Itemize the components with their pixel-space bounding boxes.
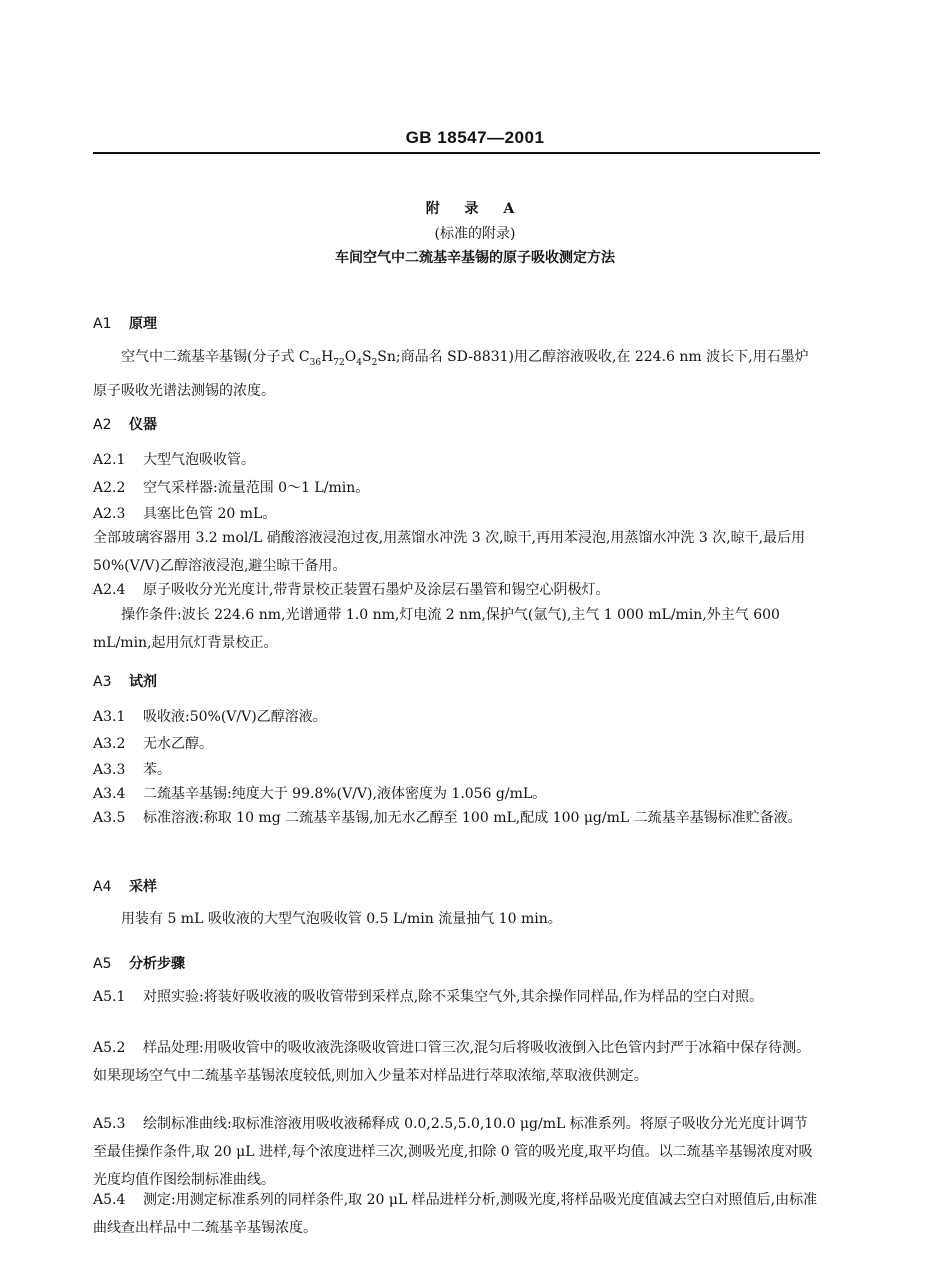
clause-a3-5: A3.5 标准溶液:称取 10 mg 二巯基辛基锡,加无水乙醇至 100 mL,配成 100 μg/mL 二巯基辛基锡标准贮备液。 [93,810,802,826]
clause-a2-4: A2.4 原子吸收分光光度计,带背景校正装置石墨炉及涂层石墨管和锡空心阴极灯。 [93,582,610,598]
section-heading-a1 [93,313,157,333]
section-title: 试剂 [129,674,157,690]
clause-a3-4: A3.4 二巯基辛基锡:纯度大于 99.8%(V/V),液体密度为 1.056 g/mL。 [93,786,547,802]
clause-a2-2: A2.2 空气采样器:流量范围 0～1 L/min。 [93,480,370,496]
section-heading-a3 [93,671,157,691]
section-title: 原理 [129,316,157,332]
section-number: A1 [93,316,112,332]
section-number: A2 [93,417,112,433]
clause-a5-1: A5.1 对照实验:将装好吸收液的吸收管带到采样点,除不采集空气外,其余操作同样品,作为样品的空白对照。 [93,989,764,1005]
section-title: 仪器 [129,417,157,433]
paragraph-operating-conditions: 操作条件:波长 224.6 nm,光谱通带 1.0 nm,灯电流 2 nm,保护气(氩气),主气 1 000 mL/min,外主气 600 mL/min,起用氘灯背景校正。 [93,607,780,651]
clause-a3-3: A3.3 苯。 [93,762,171,778]
clause-a3-1: A3.1 吸收液:50%(V/V)乙醇溶液。 [93,709,327,725]
clause-a2-3: A2.3 具塞比色管 20 mL。 [93,506,277,522]
section-title: 分析步骤 [129,956,185,972]
paragraph-glassware: 全部玻璃容器用 3.2 mol/L 硝酸溶液浸泡过夜,用蒸馏水冲洗 3 次,晾干,再用苯浸泡,用蒸馏水冲洗 3 次,晾干,最后用 50%(V/V)乙醇溶液浸泡,避尘晾干备用。 [93,530,806,574]
paragraph-a1: 空气中二巯基辛基锡(分子式 $C_{36}H_{72}O_4S_2Sn$;商品名 SD-8831)用乙醇溶液吸收,在 224.6 nm 波长下,用石墨炉原子吸收光谱法测锡的浓度。 [93,349,809,399]
section-heading-a2 [93,414,157,434]
annex-type: (标准的附录) [434,226,516,242]
clause-a5-3: A5.3 绘制标准曲线:取标准溶液用吸收液稀释成 0.0,2.5,5.0,10.0 μg/mL 标准系列。将原子吸收分光光度计调节至最佳操作条件,取 20 μL 进样,每个浓度进样三次,测吸光度,扣除 0 管的吸光度,取平均值。以二巯基辛基锡浓度对吸光度均值作图绘制标准曲线。 [93,1116,813,1188]
annex-title: 附 录 A [425,201,525,217]
section-heading-a5 [93,953,185,973]
standard-number: GB 18547—2001 [405,128,545,147]
clause-a2-1: A2.1 大型气泡吸收管。 [93,452,255,468]
section-title: 采样 [129,879,157,895]
clause-a3-2: A3.2 无水乙醇。 [93,736,213,752]
section-heading-a4 [93,876,157,896]
section-number: A3 [93,674,112,690]
section-number: A5 [93,956,112,972]
clause-a5-2: A5.2 样品处理:用吸收管中的吸收液洗涤吸收管进口管三次,混匀后将吸收液倒入比色管内封严于冰箱中保存待测。如果现场空气中二巯基辛基锡浓度较低,则加入少量苯对样品进行萃取浓缩,萃取液供测定。 [93,1040,811,1084]
header-rule [93,152,820,154]
clause-a5-4: A5.4 测定:用测定标准系列的同样条件,取 20 μL 样品进样分析,测吸光度,将样品吸光度值减去空白对照值后,由标准曲线查出样品中二巯基辛基锡浓度。 [93,1192,818,1236]
paragraph-sampling: 用装有 5 mL 吸收液的大型气泡吸收管 0.5 L/min 流量抽气 10 min。 [121,911,562,927]
section-number: A4 [93,879,112,895]
annex-name: 车间空气中二巯基辛基锡的原子吸收测定方法 [335,250,615,266]
